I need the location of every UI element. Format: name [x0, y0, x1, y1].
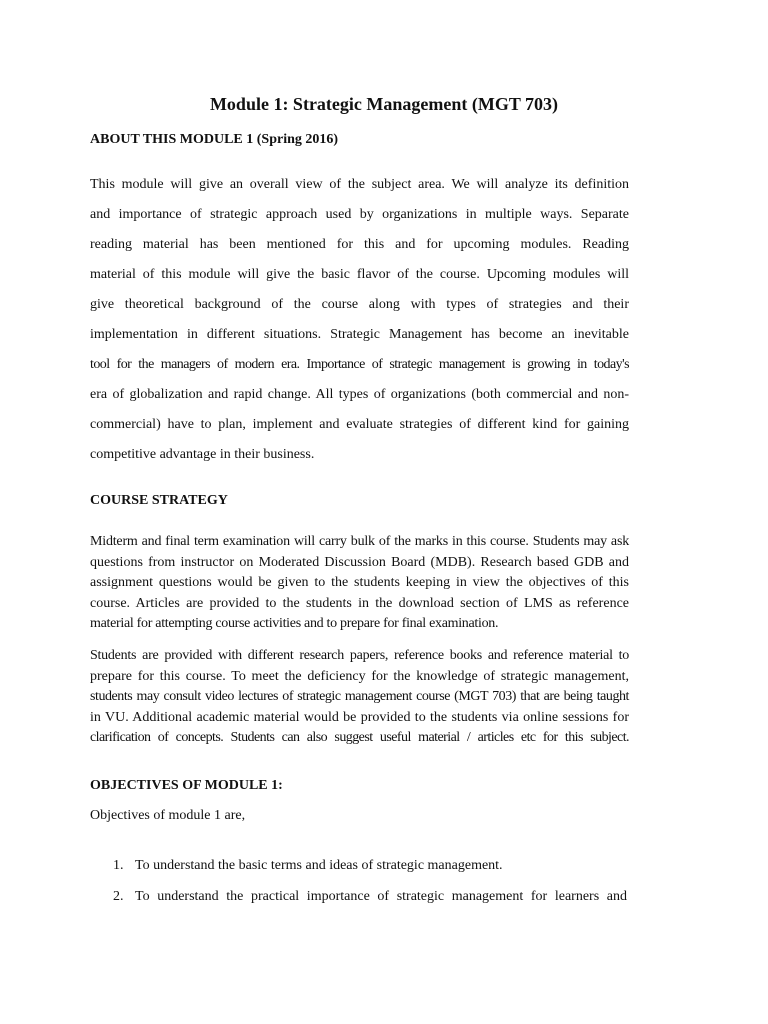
course-strategy-line: material for attempting course activities and to prepare for final examination. — [90, 616, 499, 631]
course-strategy-line: Midterm and final term examination will carry bulk of the marks in this course. Students may ask — [90, 534, 629, 549]
objectives-intro: Objectives of module 1 are, — [90, 808, 246, 823]
course-strategy-line: Students are provided with different research papers, reference books and reference material to — [90, 648, 629, 663]
course-strategy-heading: COURSE STRATEGY — [90, 493, 228, 508]
list-item — [113, 888, 633, 906]
about-heading: ABOUT THIS MODULE 1 (Spring 2016) — [90, 132, 339, 147]
list-item — [113, 857, 633, 875]
about-line: reading material has been mentioned for this and for upcoming modules. Reading — [90, 237, 629, 252]
course-strategy-line: course. Articles are provided to the students in the download section of LMS as reference — [90, 595, 629, 611]
about-line: competitive advantage in their business. — [90, 447, 315, 462]
about-line: and importance of strategic approach used by organizations in multiple ways. Separate — [90, 207, 629, 222]
course-strategy-line: assignment questions would be given to the students keeping in view the objectives of this — [90, 575, 629, 590]
course-strategy-line: questions from instructor on Moderated Discussion Board (MDB). Research based GDB and — [90, 554, 629, 570]
course-strategy-paragraph-2 — [90, 646, 629, 749]
course-strategy-line: students may consult video lectures of strategic management course (MGT 703) that are being taught — [90, 689, 629, 704]
list-item-number: 1. — [113, 858, 124, 873]
about-line: material of this module will give the basic flavor of the course. Upcoming modules will — [90, 267, 629, 282]
objectives-heading: OBJECTIVES OF MODULE 1: — [90, 778, 283, 793]
list-item-text: To understand the basic terms and ideas of strategic management. — [135, 858, 503, 873]
course-strategy-paragraph-1 — [90, 532, 629, 635]
course-strategy-line: in VU. Additional academic material would be provided to the students via online sessions for — [90, 709, 629, 725]
list-item-number: 2. — [113, 889, 124, 904]
about-line: tool for the managers of modern era. Importance of strategic management is growing in today's — [90, 357, 629, 372]
course-strategy-line: clarification of concepts. Students can also suggest useful material / articles etc for this subject. — [90, 730, 629, 745]
about-line: commercial) have to plan, implement and evaluate strategies of different kind for gaining — [90, 417, 629, 432]
about-line: implementation in different situations. Strategic Management has become an inevitable — [90, 327, 629, 342]
about-line: This module will give an overall view of the subject area. We will analyze its definition — [90, 177, 629, 192]
course-strategy-line: prepare for this course. To meet the deficiency for the knowledge of strategic management, — [90, 668, 629, 684]
page-title: Module 1: Strategic Management (MGT 703) — [209, 94, 559, 114]
list-item-text: To understand the practical importance of strategic management for learners and — [135, 889, 627, 904]
about-line: era of globalization and rapid change. All types of organizations (both commercial and non- — [90, 387, 629, 402]
about-paragraph — [90, 170, 629, 470]
about-line: give theoretical background of the course along with types of strategies and their — [90, 297, 629, 312]
